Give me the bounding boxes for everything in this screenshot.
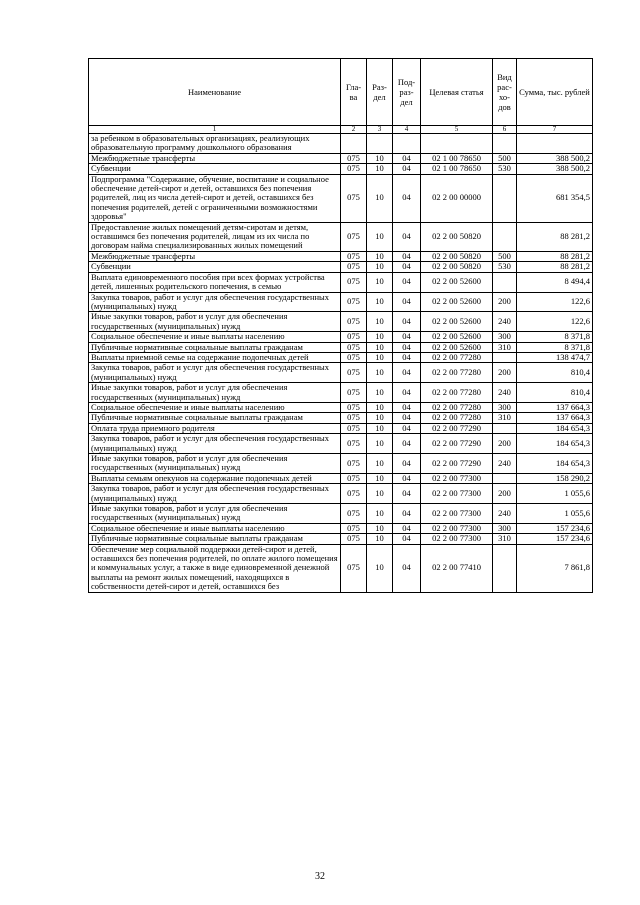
table-row [89,434,593,454]
row-razdel-cell: 10 [367,262,393,272]
row-sum-cell [517,134,593,154]
row-target-article-cell: 02 2 00 77300 [421,534,493,544]
header-expense-type: Вид рас-хо-дов [493,59,517,126]
row-sum-cell: 810,4 [517,363,593,383]
row-name-cell: Публичные нормативные социальные выплаты гражданам [89,342,341,352]
row-podrazdel-cell: 04 [393,523,421,533]
row-name-cell: Подпрограмма "Содержание, обучение, воспитание и социальное обеспечение детей-сирот и детей, оставшихся без попечения родителей, лиц из числа детей-сирот и детей, оставшихся без попечения родителей, детей с ограниченными возможностями здоровья" [89,174,341,222]
row-razdel-cell: 10 [367,292,393,312]
table-row [89,134,593,154]
row-razdel-cell: 10 [367,342,393,352]
row-name-cell: Межбюджетные трансферты [89,153,341,163]
row-podrazdel-cell: 04 [393,363,421,383]
row-target-article-cell [421,134,493,154]
row-target-article-cell: 02 2 00 50820 [421,262,493,272]
row-glava-cell: 075 [341,153,367,163]
row-expense-type-cell: 310 [493,413,517,423]
table-row [89,164,593,174]
row-expense-type-cell: 300 [493,332,517,342]
row-podrazdel-cell: 04 [393,434,421,454]
row-expense-type-cell [493,352,517,362]
row-podrazdel-cell: 04 [393,484,421,504]
row-razdel-cell: 10 [367,164,393,174]
row-name-cell: Оплата труда приемного родителя [89,423,341,433]
row-target-article-cell: 02 2 00 50820 [421,222,493,251]
row-podrazdel-cell: 04 [393,504,421,524]
row-name-cell: Предоставление жилых помещений детям-сиротам и детям, оставшимся без попечения родителей, лицам из их числа по договорам найма специализированных жилых помещений [89,222,341,251]
row-podrazdel-cell: 04 [393,423,421,433]
row-sum-cell: 681 354,5 [517,174,593,222]
row-name-cell: Обеспечение мер социальной поддержки детей-сирот и детей, оставшихся без попечения родителей, по оплате жилого помещения и коммунальных услуг, а также в виде единовременной денежной выплаты на ремонт жилых помещений, находящихся в собственности детей-сирот и детей, оставшихся без [89,544,341,592]
row-sum-cell: 137 664,3 [517,402,593,412]
row-podrazdel-cell: 04 [393,272,421,292]
row-sum-cell: 88 281,2 [517,222,593,251]
row-sum-cell: 8 371,8 [517,332,593,342]
header-target-article: Целевая статья [421,59,493,126]
row-podrazdel-cell: 04 [393,413,421,423]
row-glava-cell: 075 [341,423,367,433]
row-expense-type-cell: 310 [493,342,517,352]
row-glava-cell: 075 [341,434,367,454]
column-number: 2 [341,126,367,134]
row-target-article-cell: 02 2 00 77410 [421,544,493,592]
row-expense-type-cell: 530 [493,164,517,174]
row-name-cell: Выплаты приемной семье на содержание подопечных детей [89,352,341,362]
row-name-cell: Социальное обеспечение и иные выплаты населению [89,402,341,412]
row-glava-cell [341,134,367,154]
row-expense-type-cell: 240 [493,504,517,524]
row-expense-type-cell: 310 [493,534,517,544]
row-name-cell: Межбюджетные трансферты [89,251,341,261]
row-podrazdel-cell: 04 [393,402,421,412]
row-expense-type-cell [493,544,517,592]
row-glava-cell: 075 [341,473,367,483]
table-body [89,134,593,593]
table-row [89,262,593,272]
row-name-cell: Закупка товаров, работ и услуг для обеспечения государственных (муниципальных) нужд [89,363,341,383]
row-target-article-cell: 02 1 00 78650 [421,153,493,163]
header-glava: Гла-ва [341,59,367,126]
row-target-article-cell: 02 2 00 77300 [421,484,493,504]
row-sum-cell: 388 500,2 [517,164,593,174]
row-glava-cell: 075 [341,312,367,332]
row-sum-cell: 810,4 [517,383,593,403]
row-podrazdel-cell: 04 [393,262,421,272]
row-sum-cell: 122,6 [517,292,593,312]
row-expense-type-cell: 240 [493,312,517,332]
row-glava-cell: 075 [341,332,367,342]
row-glava-cell: 075 [341,383,367,403]
row-name-cell: Субвенции [89,262,341,272]
row-glava-cell: 075 [341,292,367,312]
row-target-article-cell: 02 2 00 77290 [421,434,493,454]
column-number: 4 [393,126,421,134]
row-sum-cell: 1 055,6 [517,484,593,504]
row-razdel-cell: 10 [367,454,393,474]
row-target-article-cell: 02 1 00 78650 [421,164,493,174]
row-name-cell: Социальное обеспечение и иные выплаты населению [89,332,341,342]
row-glava-cell: 075 [341,523,367,533]
row-target-article-cell: 02 2 00 52600 [421,312,493,332]
row-name-cell: Выплаты семьям опекунов на содержание подопечных детей [89,473,341,483]
row-razdel-cell: 10 [367,222,393,251]
row-sum-cell: 1 055,6 [517,504,593,524]
row-podrazdel-cell: 04 [393,352,421,362]
row-expense-type-cell [493,272,517,292]
table-row [89,174,593,222]
row-glava-cell: 075 [341,484,367,504]
row-glava-cell: 075 [341,164,367,174]
row-name-cell: Публичные нормативные социальные выплаты гражданам [89,534,341,544]
row-name-cell: Выплата единовременного пособия при всех формах устройства детей, лишенных родительского попечения, в семью [89,272,341,292]
row-expense-type-cell: 200 [493,484,517,504]
row-sum-cell: 184 654,3 [517,423,593,433]
row-glava-cell: 075 [341,534,367,544]
row-sum-cell: 158 290,2 [517,473,593,483]
row-expense-type-cell: 500 [493,251,517,261]
row-name-cell: Публичные нормативные социальные выплаты гражданам [89,413,341,423]
row-target-article-cell: 02 2 00 50820 [421,251,493,261]
row-expense-type-cell: 200 [493,434,517,454]
row-podrazdel-cell: 04 [393,473,421,483]
row-razdel-cell: 10 [367,174,393,222]
budget-document [88,58,592,593]
row-target-article-cell: 02 2 00 77280 [421,363,493,383]
column-number: 5 [421,126,493,134]
header-row [89,59,593,126]
budget-table [88,58,593,593]
table-row [89,251,593,261]
row-razdel-cell: 10 [367,402,393,412]
row-expense-type-cell: 300 [493,523,517,533]
column-number: 6 [493,126,517,134]
row-glava-cell: 075 [341,342,367,352]
row-sum-cell: 7 861,8 [517,544,593,592]
row-glava-cell: 075 [341,504,367,524]
row-glava-cell: 075 [341,402,367,412]
row-sum-cell: 138 474,7 [517,352,593,362]
row-target-article-cell: 02 2 00 77280 [421,413,493,423]
row-target-article-cell: 02 2 00 52600 [421,272,493,292]
row-name-cell: Закупка товаров, работ и услуг для обеспечения государственных (муниципальных) нужд [89,434,341,454]
row-target-article-cell: 02 2 00 77290 [421,423,493,433]
row-sum-cell: 157 234,6 [517,534,593,544]
row-glava-cell: 075 [341,413,367,423]
column-number: 1 [89,126,341,134]
header-sum: Сумма, тыс. рублей [517,59,593,126]
row-razdel-cell: 10 [367,523,393,533]
row-podrazdel-cell: 04 [393,292,421,312]
row-glava-cell: 075 [341,352,367,362]
row-expense-type-cell: 200 [493,292,517,312]
row-razdel-cell: 10 [367,504,393,524]
table-row [89,222,593,251]
row-sum-cell: 88 281,2 [517,251,593,261]
row-glava-cell: 075 [341,262,367,272]
row-podrazdel-cell: 04 [393,164,421,174]
row-podrazdel-cell: 04 [393,534,421,544]
row-target-article-cell: 02 2 00 77300 [421,504,493,524]
row-glava-cell: 075 [341,272,367,292]
row-razdel-cell: 10 [367,153,393,163]
row-expense-type-cell: 500 [493,153,517,163]
row-sum-cell: 184 654,3 [517,454,593,474]
row-razdel-cell: 10 [367,352,393,362]
row-name-cell: за ребенком в образовательных организациях, реализующих образовательную программу дошкольного образования [89,134,341,154]
header-podrazdel: Под-раз-дел [393,59,421,126]
row-glava-cell: 075 [341,222,367,251]
row-sum-cell: 388 500,2 [517,153,593,163]
table-row [89,312,593,332]
row-sum-cell: 8 494,4 [517,272,593,292]
row-razdel-cell [367,134,393,154]
row-razdel-cell: 10 [367,544,393,592]
row-podrazdel-cell: 04 [393,312,421,332]
header-name: Наименование [89,59,341,126]
row-glava-cell: 075 [341,174,367,222]
row-razdel-cell: 10 [367,251,393,261]
row-target-article-cell: 02 2 00 52600 [421,332,493,342]
row-podrazdel-cell: 04 [393,342,421,352]
row-razdel-cell: 10 [367,332,393,342]
row-razdel-cell: 10 [367,473,393,483]
row-sum-cell: 137 664,3 [517,413,593,423]
table-row [89,383,593,403]
row-podrazdel-cell: 04 [393,251,421,261]
row-name-cell: Субвенции [89,164,341,174]
row-name-cell: Социальное обеспечение и иные выплаты населению [89,523,341,533]
row-sum-cell: 122,6 [517,312,593,332]
row-razdel-cell: 10 [367,434,393,454]
row-name-cell: Иные закупки товаров, работ и услуг для обеспечения государственных (муниципальных) нужд [89,504,341,524]
row-target-article-cell: 02 2 00 52600 [421,342,493,352]
table-row [89,484,593,504]
row-expense-type-cell: 300 [493,402,517,412]
row-podrazdel-cell: 04 [393,544,421,592]
table-row [89,544,593,592]
header-razdel: Раз-дел [367,59,393,126]
row-target-article-cell: 02 2 00 77290 [421,454,493,474]
row-razdel-cell: 10 [367,413,393,423]
table-row [89,352,593,362]
row-glava-cell: 075 [341,544,367,592]
row-target-article-cell: 02 2 00 77280 [421,383,493,403]
row-sum-cell: 8 371,8 [517,342,593,352]
table-row [89,473,593,483]
row-sum-cell: 157 234,6 [517,523,593,533]
row-razdel-cell: 10 [367,383,393,403]
row-target-article-cell: 02 2 00 77300 [421,473,493,483]
table-row [89,342,593,352]
row-expense-type-cell: 530 [493,262,517,272]
row-name-cell: Закупка товаров, работ и услуг для обеспечения государственных (муниципальных) нужд [89,484,341,504]
table-row [89,153,593,163]
row-podrazdel-cell: 04 [393,332,421,342]
row-name-cell: Иные закупки товаров, работ и услуг для обеспечения государственных (муниципальных) нужд [89,383,341,403]
row-expense-type-cell [493,473,517,483]
row-expense-type-cell [493,174,517,222]
row-razdel-cell: 10 [367,363,393,383]
row-target-article-cell: 02 2 00 00000 [421,174,493,222]
table-row [89,272,593,292]
table-row [89,454,593,474]
table-row [89,402,593,412]
row-razdel-cell: 10 [367,534,393,544]
row-sum-cell: 88 281,2 [517,262,593,272]
row-target-article-cell: 02 2 00 52600 [421,292,493,312]
row-expense-type-cell [493,423,517,433]
row-expense-type-cell: 240 [493,383,517,403]
row-expense-type-cell [493,134,517,154]
row-name-cell: Закупка товаров, работ и услуг для обеспечения государственных (муниципальных) нужд [89,292,341,312]
row-razdel-cell: 10 [367,423,393,433]
row-podrazdel-cell: 04 [393,222,421,251]
table-row [89,332,593,342]
row-target-article-cell: 02 2 00 77280 [421,402,493,412]
row-razdel-cell: 10 [367,272,393,292]
row-target-article-cell: 02 2 00 77300 [421,523,493,533]
row-podrazdel-cell: 04 [393,174,421,222]
row-razdel-cell: 10 [367,312,393,332]
row-glava-cell: 075 [341,251,367,261]
row-sum-cell: 184 654,3 [517,434,593,454]
table-row [89,363,593,383]
table-row [89,534,593,544]
column-number: 7 [517,126,593,134]
row-name-cell: Иные закупки товаров, работ и услуг для обеспечения государственных (муниципальных) нужд [89,312,341,332]
table-row [89,504,593,524]
column-number-row [89,126,593,134]
table-row [89,413,593,423]
row-glava-cell: 075 [341,454,367,474]
row-podrazdel-cell: 04 [393,383,421,403]
row-glava-cell: 075 [341,363,367,383]
table-row [89,523,593,533]
row-podrazdel-cell [393,134,421,154]
row-expense-type-cell: 200 [493,363,517,383]
column-number: 3 [367,126,393,134]
row-expense-type-cell [493,222,517,251]
table-row [89,423,593,433]
row-razdel-cell: 10 [367,484,393,504]
row-target-article-cell: 02 2 00 77280 [421,352,493,362]
page-number: 32 [315,871,325,882]
row-podrazdel-cell: 04 [393,153,421,163]
row-podrazdel-cell: 04 [393,454,421,474]
row-name-cell: Иные закупки товаров, работ и услуг для обеспечения государственных (муниципальных) нужд [89,454,341,474]
row-expense-type-cell: 240 [493,454,517,474]
table-row [89,292,593,312]
